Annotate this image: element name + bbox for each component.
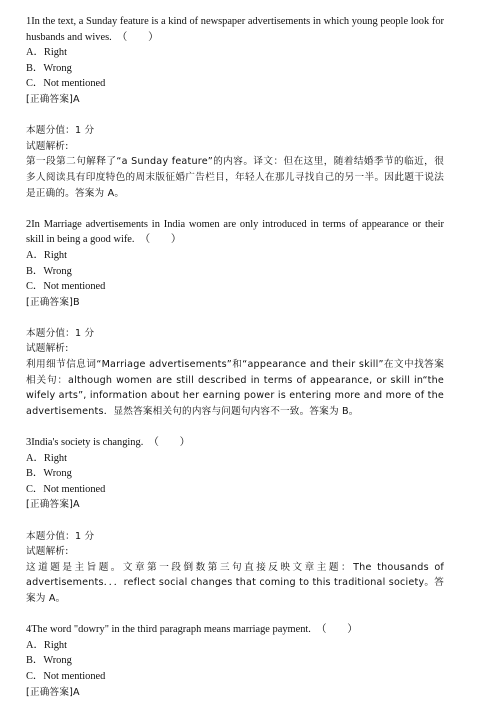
analysis-label: 试题解析: — [26, 140, 69, 152]
correct-answer: [正确答案]A — [26, 499, 80, 511]
option-a: A．Right — [26, 452, 67, 464]
option-b: B．Wrong — [26, 655, 72, 667]
option-b: B．Wrong — [26, 468, 72, 480]
option-b: B．Wrong — [26, 62, 72, 74]
score: 本题分值：1 分 — [26, 125, 95, 137]
option-c: C．Not mentioned — [26, 483, 106, 495]
option-a: A．Right — [26, 47, 67, 59]
analysis-label: 试题解析: — [26, 546, 69, 558]
correct-answer: [正确答案]A — [26, 686, 80, 698]
score: 本题分值：1 分 — [26, 327, 95, 339]
analysis-label: 试题解析: — [26, 343, 69, 355]
question-stem: 2In Marriage advertisements in India women are only introduced in terms of appearance or their skill in being a good wife. （ ） — [26, 218, 444, 246]
question-4 — [26, 622, 444, 700]
question-stem: 4The word "dowry" in the third paragraph means marriage payment. （ ） — [26, 624, 358, 636]
option-a: A．Right — [26, 249, 67, 261]
question-1 — [26, 14, 444, 201]
option-c: C．Not mentioned — [26, 281, 106, 293]
question-2 — [26, 217, 444, 420]
question-stem: 3India's society is changing. （ ） — [26, 437, 191, 449]
option-c: C．Not mentioned — [26, 78, 106, 90]
question-stem: 1In the text, a Sunday feature is a kind of newspaper advertisements in which young people look for husbands and wives. （ ） — [26, 16, 444, 43]
exam-document — [26, 14, 444, 700]
option-c: C．Not mentioned — [26, 670, 106, 682]
score: 本题分值：1 分 — [26, 530, 95, 542]
correct-answer: [正确答案]A — [26, 93, 80, 105]
option-a: A．Right — [26, 639, 67, 651]
analysis-text: 利用细节信息词“Marriage advertisements”和“appearance and their skill”在文中找答案相关句：although women are still described in terms of appearance, or skill in“the wifely arts”, information about her earning power is entering more and more of the advertisements．显然答案相关句的内容与问题句内容不一致。答案为 B。 — [26, 359, 444, 417]
option-b: B．Wrong — [26, 265, 72, 277]
question-3 — [26, 435, 444, 607]
analysis-text: 第一段第二句解释了“a Sunday feature”的内容。译文：但在这里，随着结婚季节的临近，很多人阅读具有印度特色的周末版征婚广告栏目，年轻人在那儿寻找自己的另一半。因此题干说法是正确的。答案为 A。 — [26, 156, 444, 199]
analysis-text: 这道题是主旨题。文章第一段倒数第三句直接反映文章主题：The thousands of advertisements．．．reflect social changes that coming to this traditional society。答案为 A。 — [26, 561, 444, 604]
correct-answer: [正确答案]B — [26, 296, 80, 308]
